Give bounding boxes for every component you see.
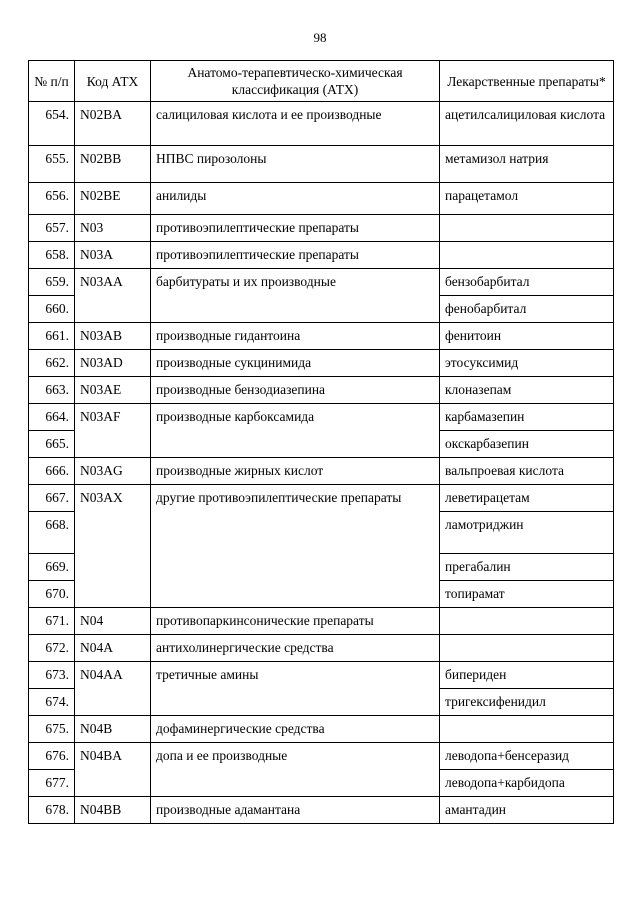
table-row	[29, 797, 614, 824]
atc-name: производные адамантана	[151, 797, 440, 824]
row-number: 661.	[29, 323, 75, 350]
drug-name: ацетилсалициловая кислота	[440, 102, 614, 146]
atc-name: производные бензодиазепина	[151, 377, 440, 404]
atc-code: N04BA	[75, 743, 151, 797]
atc-code: N04	[75, 608, 151, 635]
drug-name: ламотриджин	[440, 512, 614, 554]
row-number: 665.	[29, 431, 75, 458]
table-row	[29, 146, 614, 183]
atc-name: производные жирных кислот	[151, 458, 440, 485]
drug-name	[440, 215, 614, 242]
row-number: 670.	[29, 581, 75, 608]
drug-name: топирамат	[440, 581, 614, 608]
table-row	[29, 458, 614, 485]
drug-name: фенитоин	[440, 323, 614, 350]
atc-code: N04A	[75, 635, 151, 662]
row-number: 678.	[29, 797, 75, 824]
table-row	[29, 377, 614, 404]
row-number: 671.	[29, 608, 75, 635]
row-number: 655.	[29, 146, 75, 183]
page-number: 98	[313, 30, 327, 45]
atc-name: производные сукцинимида	[151, 350, 440, 377]
atc-code: N03AE	[75, 377, 151, 404]
header-code: Код АТХ	[75, 61, 151, 102]
atc-name: салициловая кислота и ее производные	[151, 102, 440, 146]
row-number: 667.	[29, 485, 75, 512]
drug-name: прегабалин	[440, 554, 614, 581]
atc-table	[28, 60, 614, 824]
atc-code: N02BE	[75, 183, 151, 215]
atc-name: дофаминергические средства	[151, 716, 440, 743]
drug-name: окскарбазепин	[440, 431, 614, 458]
row-number: 669.	[29, 554, 75, 581]
atc-name: барбитураты и их производные	[151, 269, 440, 323]
atc-code: N03	[75, 215, 151, 242]
drug-name: амантадин	[440, 797, 614, 824]
drug-name	[440, 608, 614, 635]
drug-name: леводопа+карбидопа	[440, 770, 614, 797]
atc-code: N03AF	[75, 404, 151, 458]
table-row	[29, 350, 614, 377]
row-number: 672.	[29, 635, 75, 662]
row-number: 662.	[29, 350, 75, 377]
row-number: 658.	[29, 242, 75, 269]
atc-code: N04BB	[75, 797, 151, 824]
drug-name: тригексифенидил	[440, 689, 614, 716]
drug-name: парацетамол	[440, 183, 614, 215]
row-number: 675.	[29, 716, 75, 743]
row-number: 659.	[29, 269, 75, 296]
drug-name: вальпроевая кислота	[440, 458, 614, 485]
atc-code: N02BA	[75, 102, 151, 146]
atc-name: другие противоэпилептические препараты	[151, 485, 440, 608]
atc-name: третичные амины	[151, 662, 440, 716]
atc-code: N03AD	[75, 350, 151, 377]
table-row	[29, 183, 614, 215]
row-number: 663.	[29, 377, 75, 404]
atc-name: анилиды	[151, 183, 440, 215]
drug-name: леводопа+бенсеразид	[440, 743, 614, 770]
atc-code: N02BB	[75, 146, 151, 183]
atc-code: N03AX	[75, 485, 151, 608]
drug-name: бипериден	[440, 662, 614, 689]
atc-name: противоэпилептические препараты	[151, 215, 440, 242]
drug-name: леветирацетам	[440, 485, 614, 512]
row-number: 677.	[29, 770, 75, 797]
table-row	[29, 716, 614, 743]
row-number: 666.	[29, 458, 75, 485]
header-row	[29, 61, 614, 102]
drug-name: фенобарбитал	[440, 296, 614, 323]
header-num: № п/п	[29, 61, 75, 102]
atc-code: N03AG	[75, 458, 151, 485]
row-number: 656.	[29, 183, 75, 215]
drug-name: этосуксимид	[440, 350, 614, 377]
table-row	[29, 635, 614, 662]
table-row	[29, 404, 614, 431]
table-row	[29, 242, 614, 269]
atc-code: N03AA	[75, 269, 151, 323]
row-number: 673.	[29, 662, 75, 689]
atc-code: N03A	[75, 242, 151, 269]
drug-name: клоназепам	[440, 377, 614, 404]
table-row	[29, 269, 614, 296]
table-row	[29, 608, 614, 635]
table-row	[29, 102, 614, 146]
row-number: 676.	[29, 743, 75, 770]
table-row	[29, 485, 614, 512]
atc-name: производные гидантоина	[151, 323, 440, 350]
drug-name	[440, 242, 614, 269]
atc-code: N04AA	[75, 662, 151, 716]
drug-name: метамизол натрия	[440, 146, 614, 183]
row-number: 664.	[29, 404, 75, 431]
drug-name	[440, 716, 614, 743]
atc-name: антихолинергические средства	[151, 635, 440, 662]
atc-name: допа и ее производные	[151, 743, 440, 797]
drug-name: бензобарбитал	[440, 269, 614, 296]
row-number: 657.	[29, 215, 75, 242]
atc-name: НПВС пирозолоны	[151, 146, 440, 183]
table-row	[29, 662, 614, 689]
header-drugs: Лекарственные препараты*	[440, 61, 614, 102]
atc-code: N04B	[75, 716, 151, 743]
table-row	[29, 323, 614, 350]
header-classification: Анатомо-терапевтическо-химическая классификация (АТХ)	[151, 61, 440, 102]
atc-name: производные карбоксамида	[151, 404, 440, 458]
atc-name: противоэпилептические препараты	[151, 242, 440, 269]
drug-name	[440, 635, 614, 662]
atc-name: противопаркинсонические препараты	[151, 608, 440, 635]
drug-name: карбамазепин	[440, 404, 614, 431]
table-row	[29, 215, 614, 242]
table-row	[29, 743, 614, 770]
atc-code: N03AB	[75, 323, 151, 350]
row-number: 660.	[29, 296, 75, 323]
row-number: 668.	[29, 512, 75, 554]
row-number: 674.	[29, 689, 75, 716]
row-number: 654.	[29, 102, 75, 146]
